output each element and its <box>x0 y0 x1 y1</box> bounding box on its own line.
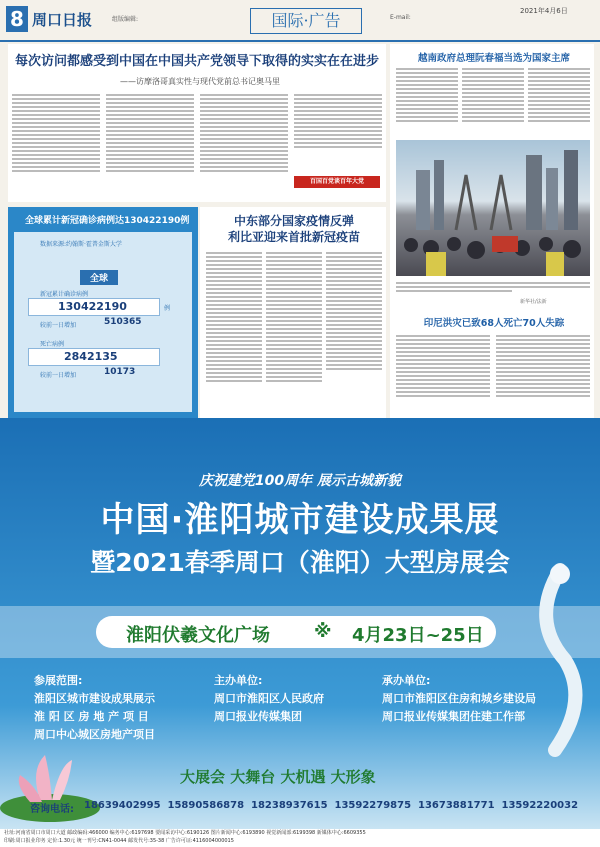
ad-separator: ※ <box>314 621 332 642</box>
protest-photo <box>396 140 590 276</box>
scope-item: 淮 阳 区 房 地 产 项 目 <box>34 710 149 723</box>
page-number: 8 <box>6 6 28 32</box>
organizer-item: 周口市淮阳区住房和城乡建设局 <box>382 692 536 705</box>
vietnam-body <box>396 66 590 136</box>
series-banner: 百国百党谈百年大党 <box>294 176 380 188</box>
phone-numbers: 18639402995 15890586878 18238937615 13592279875 13673881771 13592220032 <box>84 800 579 811</box>
confirmed-label: 新冠累计确诊病例 <box>40 291 89 298</box>
covid-title: 全球累计新冠确诊病例达130422190例 <box>25 216 190 226</box>
photo-credit: 新华社/法新 <box>520 299 547 305</box>
scope-item: 淮阳区城市建设成果展示 <box>34 692 155 705</box>
death-daily-label: 较前一日增加 <box>40 372 77 379</box>
confirmed-count: 130422190 <box>58 300 127 313</box>
mideast-title-2: 利比亚迎来首批新冠疫苗 <box>227 230 360 244</box>
death-label: 死亡病例 <box>40 341 65 348</box>
ad-title-2: 暨2021春季周口（淮阳）大型房展会 <box>90 548 510 577</box>
dragon-decoration <box>520 560 600 760</box>
organizer-label: 承办单位: <box>382 674 431 687</box>
daily-increase-label: 较前一日增加 <box>40 322 77 329</box>
daily-increase: 510365 <box>104 317 142 327</box>
main-story-title: 每次访问都感受到中国在中国共产党领导下取得的实实在在进步 <box>14 54 379 69</box>
newspaper-logo: 周口日报 <box>32 11 93 29</box>
mideast-body <box>206 250 382 414</box>
global-label: 全球 <box>80 270 118 285</box>
death-daily: 10173 <box>104 367 136 377</box>
footer-line-1: 社址:河南省周口市周口大道 邮政编码:466000 编务中心:6197698 要闻采访中心:6190126 图片新闻中心:6193890 视觉新闻部:6199398 新媒体中心:6609355 <box>4 830 366 836</box>
section-title: 国际·广告 <box>250 8 362 34</box>
scope-item: 周口中心城区房地产项目 <box>34 728 155 741</box>
scope-label: 参展范围: <box>34 674 83 687</box>
footer-line-2: 印刷:周口报业印务 定价:1.30元 统一刊号:CN41-0044 邮发代号:35-38 广告许可证:4116004000015 <box>4 838 234 844</box>
organizer-item: 周口报业传媒集团住建工作部 <box>382 710 525 723</box>
email-label: E-mail: <box>390 14 411 21</box>
main-story-subtitle: ——访摩洛哥真实性与现代党前总书记奥马里 <box>120 77 280 86</box>
ad-dates: 4月23日~25日 <box>352 625 484 646</box>
indonesia-title: 印尼洪灾已致68人死亡70人失踪 <box>423 318 565 329</box>
host-item: 周口报业传媒集团 <box>214 710 302 723</box>
phone-label: 咨询电话: <box>30 804 74 815</box>
ad-venue: 淮阳伏羲文化广场 <box>126 625 270 646</box>
ad-slogan: 大展会 大舞台 大机遇 大形象 <box>180 768 376 786</box>
covid-source: 数据来源:约翰斯·霍普金斯大学 <box>40 241 122 248</box>
lotus-decoration <box>0 730 120 830</box>
ad-tagline: 庆祝建党100周年 展示古城新貌 <box>198 473 402 489</box>
editor-label: 组版编辑: <box>112 16 139 23</box>
death-count: 2842135 <box>64 350 118 363</box>
photo-illustration <box>396 140 590 276</box>
host-item: 周口市淮阳区人民政府 <box>214 692 324 705</box>
page-footer <box>0 829 600 847</box>
indonesia-body <box>396 333 590 413</box>
mideast-title-1: 中东部分国家疫情反弹 <box>233 214 354 228</box>
issue-date: 2021年4月6日 <box>520 7 568 15</box>
vietnam-title: 越南政府总理阮春福当选为国家主席 <box>417 53 570 64</box>
ad-title-1: 中国·淮阳城市建设成果展 <box>100 500 500 540</box>
unit-label: 例 <box>164 305 171 312</box>
photo-caption <box>396 280 590 308</box>
host-label: 主办单位: <box>214 674 263 687</box>
